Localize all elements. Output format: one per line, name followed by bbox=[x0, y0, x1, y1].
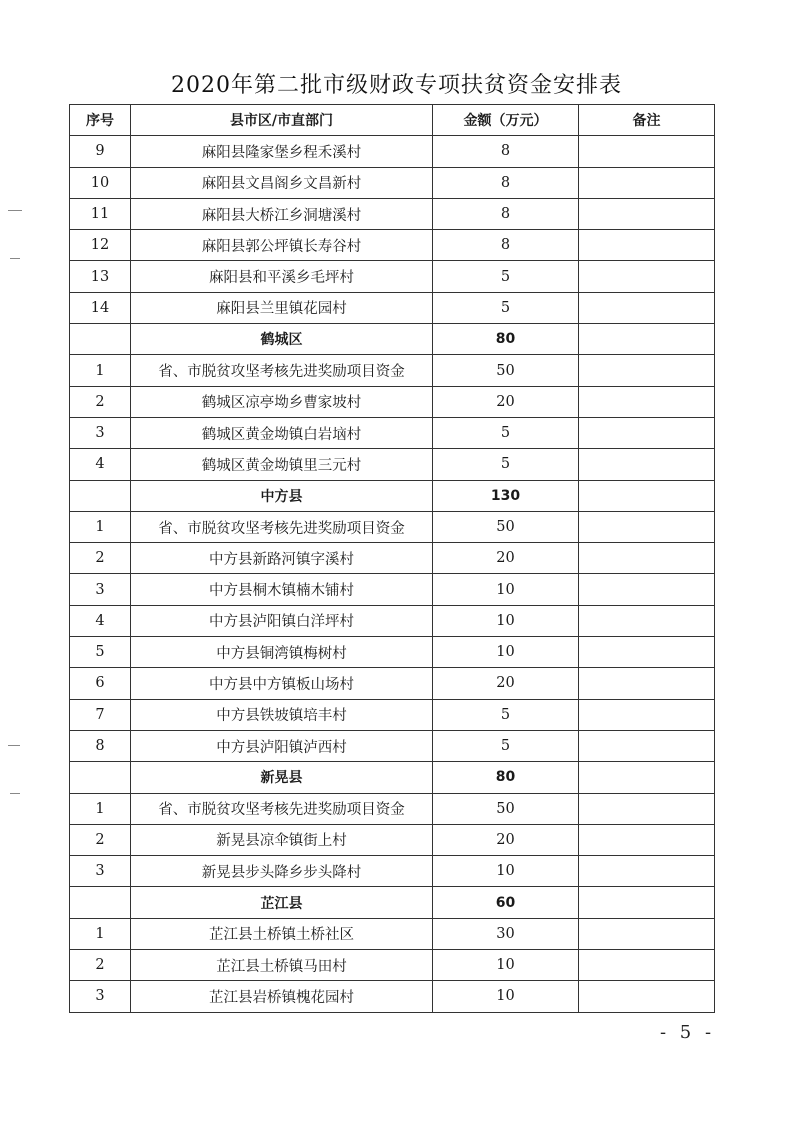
cell-amount: 8 bbox=[433, 198, 579, 229]
cell-serial-number: 4 bbox=[70, 449, 131, 480]
cell-project-name: 麻阳县大桥江乡洞塘溪村 bbox=[131, 198, 433, 229]
table-row bbox=[70, 730, 715, 761]
page-number: - 5 - bbox=[660, 1022, 716, 1043]
table-row bbox=[70, 981, 715, 1012]
cell-remarks bbox=[579, 355, 715, 386]
cell-serial-number: 1 bbox=[70, 793, 131, 824]
cell-amount: 50 bbox=[433, 511, 579, 542]
cell-serial-number: 2 bbox=[70, 824, 131, 855]
cell-remarks bbox=[579, 824, 715, 855]
table-row bbox=[70, 668, 715, 699]
table-group-row bbox=[70, 480, 715, 511]
cell-serial-number: 14 bbox=[70, 292, 131, 323]
cell-project-name: 中方县铜湾镇梅树村 bbox=[131, 637, 433, 668]
cell-remarks bbox=[579, 386, 715, 417]
cell-project-name: 省、市脱贫攻坚考核先进奖励项目资金 bbox=[131, 511, 433, 542]
cell-amount: 8 bbox=[433, 136, 579, 167]
cell-remarks bbox=[579, 324, 715, 355]
cell-serial-number bbox=[70, 480, 131, 511]
cell-project-name: 省、市脱贫攻坚考核先进奖励项目资金 bbox=[131, 793, 433, 824]
cell-county-name: 芷江县 bbox=[131, 887, 433, 918]
table-row bbox=[70, 417, 715, 448]
cell-amount: 20 bbox=[433, 543, 579, 574]
header-remarks: 备注 bbox=[579, 105, 715, 136]
table-row bbox=[70, 136, 715, 167]
table-row bbox=[70, 167, 715, 198]
scan-artifact bbox=[8, 210, 22, 211]
table-row bbox=[70, 230, 715, 261]
cell-project-name: 麻阳县兰里镇花园村 bbox=[131, 292, 433, 323]
table-body bbox=[70, 136, 715, 1012]
table-group-row bbox=[70, 887, 715, 918]
table-row bbox=[70, 637, 715, 668]
cell-serial-number: 4 bbox=[70, 605, 131, 636]
table-row bbox=[70, 449, 715, 480]
cell-county-name: 新晃县 bbox=[131, 762, 433, 793]
cell-serial-number: 11 bbox=[70, 198, 131, 229]
cell-project-name: 鹤城区黄金坳镇里三元村 bbox=[131, 449, 433, 480]
cell-remarks bbox=[579, 793, 715, 824]
cell-amount: 5 bbox=[433, 292, 579, 323]
cell-remarks bbox=[579, 198, 715, 229]
cell-project-name: 芷江县岩桥镇槐花园村 bbox=[131, 981, 433, 1012]
cell-amount: 10 bbox=[433, 637, 579, 668]
cell-project-name: 中方县新路河镇字溪村 bbox=[131, 543, 433, 574]
table-row bbox=[70, 292, 715, 323]
cell-amount: 10 bbox=[433, 574, 579, 605]
cell-remarks bbox=[579, 730, 715, 761]
table-row bbox=[70, 605, 715, 636]
cell-project-name: 中方县中方镇板山场村 bbox=[131, 668, 433, 699]
cell-remarks bbox=[579, 699, 715, 730]
cell-serial-number: 3 bbox=[70, 574, 131, 605]
cell-serial-number bbox=[70, 887, 131, 918]
cell-remarks bbox=[579, 637, 715, 668]
allocation-table bbox=[69, 104, 715, 1013]
cell-serial-number: 5 bbox=[70, 637, 131, 668]
cell-remarks bbox=[579, 574, 715, 605]
cell-county-name: 鹤城区 bbox=[131, 324, 433, 355]
cell-amount: 50 bbox=[433, 355, 579, 386]
table-row bbox=[70, 856, 715, 887]
scan-artifact bbox=[8, 745, 20, 746]
cell-project-name: 省、市脱贫攻坚考核先进奖励项目资金 bbox=[131, 355, 433, 386]
cell-serial-number bbox=[70, 324, 131, 355]
cell-amount: 5 bbox=[433, 699, 579, 730]
cell-project-name: 鹤城区凉亭坳乡曹家坡村 bbox=[131, 386, 433, 417]
table-row bbox=[70, 511, 715, 542]
cell-amount: 10 bbox=[433, 856, 579, 887]
cell-amount: 5 bbox=[433, 261, 579, 292]
cell-project-name: 中方县泸阳镇白洋坪村 bbox=[131, 605, 433, 636]
cell-amount: 60 bbox=[433, 887, 579, 918]
table-row bbox=[70, 198, 715, 229]
cell-remarks bbox=[579, 981, 715, 1012]
cell-amount: 80 bbox=[433, 324, 579, 355]
cell-serial-number: 3 bbox=[70, 856, 131, 887]
cell-remarks bbox=[579, 292, 715, 323]
cell-project-name: 麻阳县隆家堡乡程禾溪村 bbox=[131, 136, 433, 167]
cell-amount: 20 bbox=[433, 668, 579, 699]
cell-remarks bbox=[579, 668, 715, 699]
cell-county-name: 中方县 bbox=[131, 480, 433, 511]
cell-serial-number: 1 bbox=[70, 511, 131, 542]
cell-amount: 8 bbox=[433, 230, 579, 261]
header-county-department: 县市区/市直部门 bbox=[131, 105, 433, 136]
cell-serial-number: 1 bbox=[70, 918, 131, 949]
table-row bbox=[70, 699, 715, 730]
cell-remarks bbox=[579, 605, 715, 636]
document-title: 2020年第二批市级财政专项扶贫资金安排表 bbox=[171, 73, 622, 98]
table-group-row bbox=[70, 324, 715, 355]
cell-project-name: 新晃县步头降乡步头降村 bbox=[131, 856, 433, 887]
table-row bbox=[70, 261, 715, 292]
header-amount: 金额（万元） bbox=[433, 105, 579, 136]
cell-project-name: 中方县泸阳镇泸西村 bbox=[131, 730, 433, 761]
table-row bbox=[70, 824, 715, 855]
cell-serial-number: 10 bbox=[70, 167, 131, 198]
table-row bbox=[70, 574, 715, 605]
cell-project-name: 麻阳县郭公坪镇长寿谷村 bbox=[131, 230, 433, 261]
cell-remarks bbox=[579, 950, 715, 981]
cell-project-name: 中方县铁坡镇培丰村 bbox=[131, 699, 433, 730]
table-row bbox=[70, 950, 715, 981]
cell-amount: 5 bbox=[433, 417, 579, 448]
scan-artifact bbox=[10, 793, 20, 794]
cell-remarks bbox=[579, 417, 715, 448]
cell-project-name: 芷江县土桥镇马田村 bbox=[131, 950, 433, 981]
cell-remarks bbox=[579, 230, 715, 261]
cell-remarks bbox=[579, 480, 715, 511]
table-row bbox=[70, 793, 715, 824]
cell-remarks bbox=[579, 918, 715, 949]
table-row bbox=[70, 386, 715, 417]
cell-serial-number bbox=[70, 762, 131, 793]
cell-serial-number: 7 bbox=[70, 699, 131, 730]
cell-project-name: 麻阳县文昌阁乡文昌新村 bbox=[131, 167, 433, 198]
cell-project-name: 新晃县凉伞镇街上村 bbox=[131, 824, 433, 855]
table-group-row bbox=[70, 762, 715, 793]
cell-amount: 30 bbox=[433, 918, 579, 949]
cell-remarks bbox=[579, 261, 715, 292]
table-row bbox=[70, 918, 715, 949]
cell-serial-number: 13 bbox=[70, 261, 131, 292]
scan-artifact bbox=[10, 258, 20, 259]
cell-amount: 5 bbox=[433, 449, 579, 480]
cell-serial-number: 8 bbox=[70, 730, 131, 761]
cell-remarks bbox=[579, 136, 715, 167]
cell-serial-number: 2 bbox=[70, 543, 131, 574]
cell-serial-number: 12 bbox=[70, 230, 131, 261]
cell-remarks bbox=[579, 511, 715, 542]
cell-remarks bbox=[579, 856, 715, 887]
cell-remarks bbox=[579, 449, 715, 480]
cell-remarks bbox=[579, 887, 715, 918]
cell-serial-number: 2 bbox=[70, 386, 131, 417]
cell-project-name: 鹤城区黄金坳镇白岩垴村 bbox=[131, 417, 433, 448]
cell-serial-number: 1 bbox=[70, 355, 131, 386]
cell-remarks bbox=[579, 167, 715, 198]
cell-amount: 10 bbox=[433, 981, 579, 1012]
cell-amount: 20 bbox=[433, 386, 579, 417]
cell-amount: 5 bbox=[433, 730, 579, 761]
cell-project-name: 麻阳县和平溪乡毛坪村 bbox=[131, 261, 433, 292]
cell-amount: 8 bbox=[433, 167, 579, 198]
table-row bbox=[70, 543, 715, 574]
cell-amount: 10 bbox=[433, 605, 579, 636]
table-row bbox=[70, 355, 715, 386]
header-serial-number: 序号 bbox=[70, 105, 131, 136]
cell-serial-number: 3 bbox=[70, 981, 131, 1012]
cell-serial-number: 9 bbox=[70, 136, 131, 167]
cell-project-name: 芷江县土桥镇土桥社区 bbox=[131, 918, 433, 949]
cell-amount: 10 bbox=[433, 950, 579, 981]
cell-amount: 130 bbox=[433, 480, 579, 511]
cell-remarks bbox=[579, 543, 715, 574]
cell-serial-number: 2 bbox=[70, 950, 131, 981]
cell-serial-number: 6 bbox=[70, 668, 131, 699]
cell-project-name: 中方县桐木镇楠木铺村 bbox=[131, 574, 433, 605]
table-header-row bbox=[70, 105, 715, 136]
cell-amount: 80 bbox=[433, 762, 579, 793]
cell-remarks bbox=[579, 762, 715, 793]
cell-serial-number: 3 bbox=[70, 417, 131, 448]
cell-amount: 50 bbox=[433, 793, 579, 824]
cell-amount: 20 bbox=[433, 824, 579, 855]
